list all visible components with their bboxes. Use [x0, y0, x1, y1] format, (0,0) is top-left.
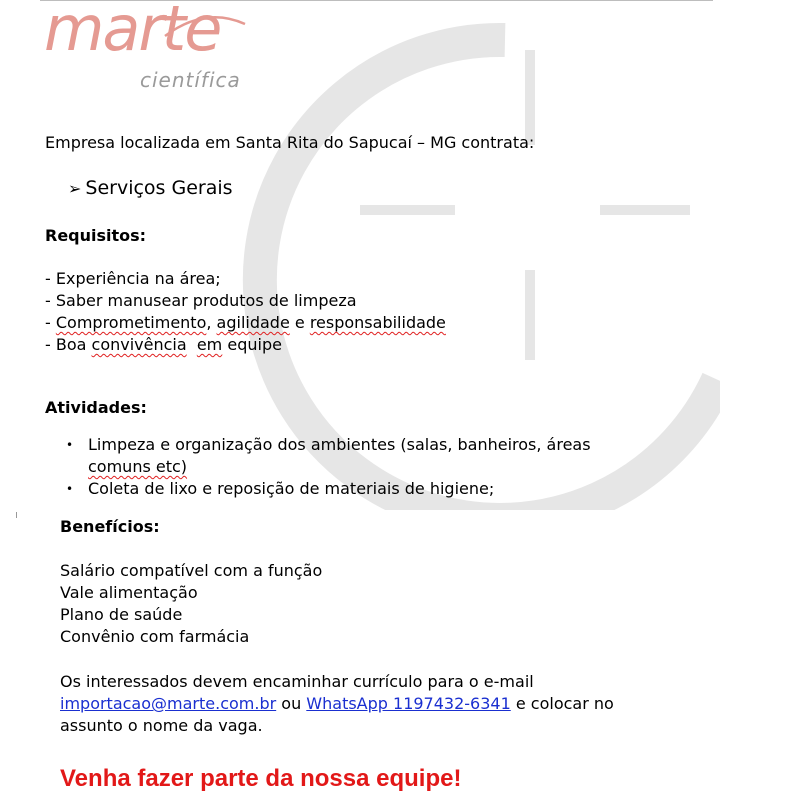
contact-line3: assunto o nome da vaga. [60, 716, 263, 735]
requirement-text: convivência [91, 335, 187, 354]
brand-logo [40, 0, 260, 100]
requirement-text: equipe [222, 335, 282, 354]
benefit-item: Vale alimentação [60, 583, 198, 602]
requirement-text: Comprometimento [55, 313, 207, 332]
contact-line1: Os interessados devem encaminhar currículo para o e-mail [60, 672, 534, 691]
requirement-item [45, 268, 221, 290]
benefit-item: Plano de saúde [60, 605, 183, 624]
requirement-text: agilidade [216, 313, 290, 332]
call-to-action: Venha fazer parte da nossa equipe! [60, 765, 462, 792]
job-title-text: Serviços Gerais [85, 177, 233, 199]
benefits-heading: Benefícios: [60, 517, 160, 536]
job-title [68, 176, 233, 201]
logo-subtitle: científica [140, 68, 241, 92]
activities-heading: Atividades: [45, 398, 147, 417]
requirement-text: Experiência na área; [55, 269, 221, 288]
contact-or: ou [276, 694, 307, 713]
requirement-dash: - [45, 269, 56, 288]
requirement-dash: - [45, 291, 56, 310]
requirement-item [45, 312, 446, 334]
benefit-item: Convênio com farmácia [60, 627, 250, 646]
requirement-item [45, 334, 282, 356]
requirement-dash: - [45, 335, 56, 354]
activity-item-line1: Limpeza e organização dos ambientes (salas, banheiros, áreas [88, 435, 591, 454]
requirement-text: Saber manusear produtos de limpeza [55, 291, 357, 310]
requirement-text [187, 335, 197, 354]
benefit-item: Salário compatível com a função [60, 561, 323, 580]
activity-item-line2 [88, 456, 187, 478]
contact-line2 [60, 693, 614, 715]
requirement-text: responsabilidade [309, 313, 446, 332]
bullet-icon: • [66, 438, 74, 452]
intro-text: Empresa localizada em Santa Rita do Sapucaí – MG contrata: [45, 133, 535, 152]
requirement-text: e [289, 313, 310, 332]
activity-item-line2-text: comuns etc) [88, 457, 188, 476]
requirement-item [45, 290, 357, 312]
whatsapp-link[interactable]: WhatsApp 1197432-6341 [306, 694, 511, 713]
requirement-text: em [196, 335, 223, 354]
arrow-bullet-icon: ➢ [68, 179, 82, 198]
contact-tail: e colocar no [510, 694, 614, 713]
logo-swoosh-icon [160, 6, 250, 46]
bullet-icon: • [66, 482, 74, 496]
activity-item: Coleta de lixo e reposição de materiais de higiene; [88, 479, 495, 498]
email-link[interactable]: importacao@marte.com.br [60, 694, 277, 713]
logo-word: marte [44, 0, 221, 65]
requirement-dash: - [45, 313, 56, 332]
requirement-text: Boa [55, 335, 92, 354]
requirements-heading: Requisitos: [45, 226, 147, 245]
requirement-text: , [206, 313, 217, 332]
margin-mark [16, 512, 17, 518]
